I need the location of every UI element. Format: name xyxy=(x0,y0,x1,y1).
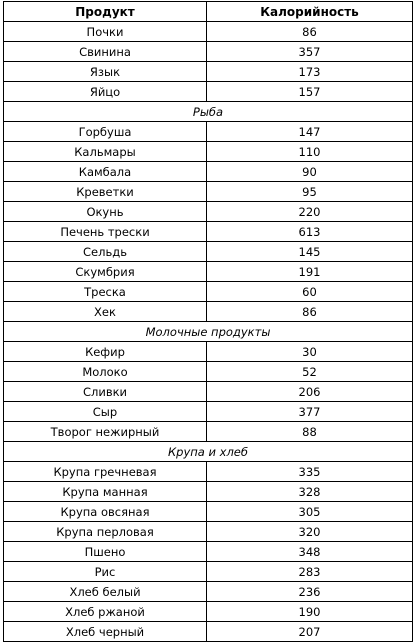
section-header-row xyxy=(4,322,413,342)
table-row xyxy=(4,382,413,402)
product-cell: Хлеб черный xyxy=(4,622,207,642)
calories-cell: 377 xyxy=(207,402,413,422)
table-row xyxy=(4,602,413,622)
product-cell: Пшено xyxy=(4,542,207,562)
calories-cell: 95 xyxy=(207,182,413,202)
table-header-row xyxy=(4,2,413,22)
product-cell: Крупа манная xyxy=(4,482,207,502)
section-title: Рыба xyxy=(4,102,413,122)
calories-cell: 60 xyxy=(207,282,413,302)
table-row xyxy=(4,482,413,502)
table-body xyxy=(4,22,413,642)
product-cell: Рис xyxy=(4,562,207,582)
table-row xyxy=(4,522,413,542)
calories-cell: 305 xyxy=(207,502,413,522)
section-title: Молочные продукты xyxy=(4,322,413,342)
table-row xyxy=(4,302,413,322)
calorie-table xyxy=(3,1,413,642)
product-cell: Кефир xyxy=(4,342,207,362)
calories-cell: 145 xyxy=(207,242,413,262)
product-cell: Почки xyxy=(4,22,207,42)
calories-cell: 335 xyxy=(207,462,413,482)
product-cell: Крупа овсяная xyxy=(4,502,207,522)
calories-cell: 206 xyxy=(207,382,413,402)
calories-cell: 147 xyxy=(207,122,413,142)
section-title: Крупа и хлеб xyxy=(4,442,413,462)
product-cell: Камбала xyxy=(4,162,207,182)
product-cell: Язык xyxy=(4,62,207,82)
product-cell: Творог нежирный xyxy=(4,422,207,442)
table-row xyxy=(4,202,413,222)
table-row xyxy=(4,362,413,382)
table-row xyxy=(4,342,413,362)
table-row xyxy=(4,402,413,422)
section-header-row xyxy=(4,442,413,462)
calories-cell: 88 xyxy=(207,422,413,442)
calories-cell: 110 xyxy=(207,142,413,162)
product-cell: Хлеб белый xyxy=(4,582,207,602)
table-row xyxy=(4,502,413,522)
calories-cell: 613 xyxy=(207,222,413,242)
table-row xyxy=(4,622,413,642)
calories-cell: 236 xyxy=(207,582,413,602)
product-cell: Яйцо xyxy=(4,82,207,102)
table-row xyxy=(4,242,413,262)
calories-cell: 90 xyxy=(207,162,413,182)
product-cell: Сыр xyxy=(4,402,207,422)
table-row xyxy=(4,142,413,162)
table-row xyxy=(4,542,413,562)
table-row xyxy=(4,82,413,102)
product-cell: Скумбрия xyxy=(4,262,207,282)
calories-cell: 157 xyxy=(207,82,413,102)
product-cell: Крупа гречневая xyxy=(4,462,207,482)
product-cell: Сельдь xyxy=(4,242,207,262)
table-row xyxy=(4,222,413,242)
product-cell: Хек xyxy=(4,302,207,322)
calories-cell: 207 xyxy=(207,622,413,642)
table-row xyxy=(4,282,413,302)
product-cell: Хлеб ржаной xyxy=(4,602,207,622)
calories-cell: 52 xyxy=(207,362,413,382)
calories-cell: 86 xyxy=(207,22,413,42)
calories-cell: 328 xyxy=(207,482,413,502)
product-cell: Кальмары xyxy=(4,142,207,162)
table-row xyxy=(4,462,413,482)
calories-cell: 191 xyxy=(207,262,413,282)
product-cell: Сливки xyxy=(4,382,207,402)
product-cell: Окунь xyxy=(4,202,207,222)
calories-cell: 220 xyxy=(207,202,413,222)
product-cell: Молоко xyxy=(4,362,207,382)
calories-cell: 173 xyxy=(207,62,413,82)
product-cell: Креветки xyxy=(4,182,207,202)
table-row xyxy=(4,182,413,202)
table-row xyxy=(4,262,413,282)
table-row xyxy=(4,562,413,582)
calories-cell: 30 xyxy=(207,342,413,362)
calories-cell: 320 xyxy=(207,522,413,542)
header-calories: Калорийность xyxy=(207,2,413,22)
table-row xyxy=(4,42,413,62)
product-cell: Крупа перловая xyxy=(4,522,207,542)
table-row xyxy=(4,162,413,182)
calories-cell: 348 xyxy=(207,542,413,562)
product-cell: Треска xyxy=(4,282,207,302)
calories-cell: 86 xyxy=(207,302,413,322)
product-cell: Свинина xyxy=(4,42,207,62)
product-cell: Печень трески xyxy=(4,222,207,242)
table-row xyxy=(4,122,413,142)
table-row xyxy=(4,22,413,42)
section-header-row xyxy=(4,102,413,122)
table-row xyxy=(4,582,413,602)
header-product: Продукт xyxy=(4,2,207,22)
table-row xyxy=(4,422,413,442)
calories-cell: 190 xyxy=(207,602,413,622)
product-cell: Горбуша xyxy=(4,122,207,142)
calories-cell: 283 xyxy=(207,562,413,582)
table-row xyxy=(4,62,413,82)
calories-cell: 357 xyxy=(207,42,413,62)
